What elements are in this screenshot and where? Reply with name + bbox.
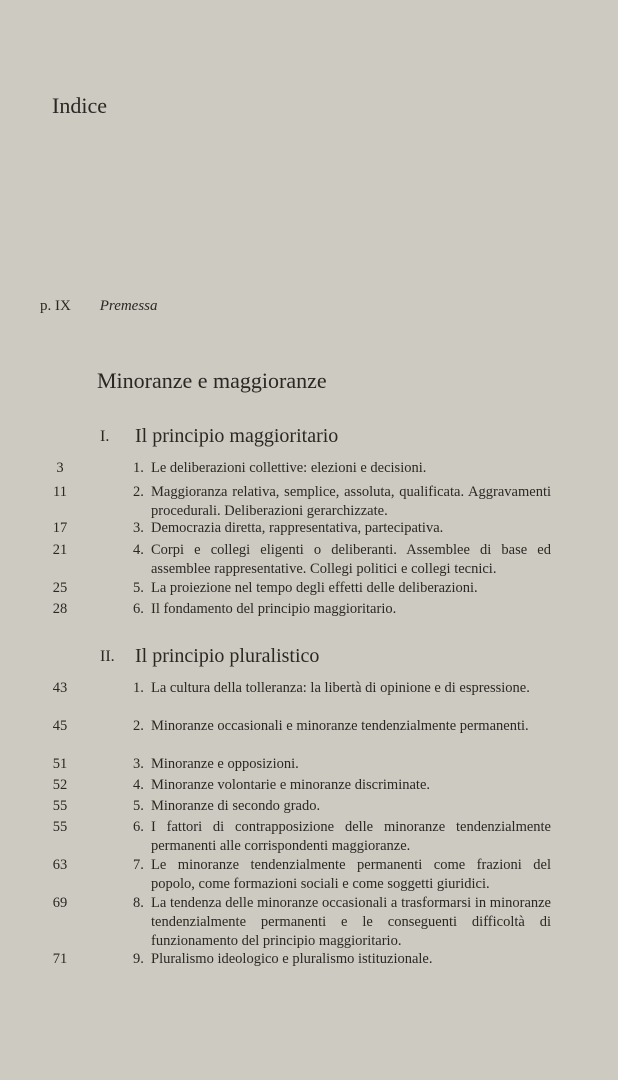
entry-page: 71 xyxy=(52,951,68,967)
chapter-number: I. xyxy=(100,428,110,445)
entry-text: Il fondamento del principio maggioritario. xyxy=(151,601,397,617)
entry-number: 6. xyxy=(133,819,144,835)
entry-number: 3. xyxy=(133,520,144,536)
entry-page: 45 xyxy=(52,718,68,734)
chapter-title[interactable]: Il principio maggioritario xyxy=(135,425,339,447)
entry-page: 55 xyxy=(52,819,68,835)
entry-page: 17 xyxy=(52,520,68,536)
entry-text: Minoranze di secondo grado. xyxy=(151,798,321,814)
entry-text: La proiezione nel tempo degli effetti delle deliberazioni. xyxy=(151,580,478,596)
part-title: Minoranze e maggioranze xyxy=(97,368,327,393)
entry-text: Maggioranza relativa, semplice, assoluta, qualificata. Aggravamenti procedurali. Deliberazioni gerarchizzate. xyxy=(151,484,551,519)
entry-text: Minoranze e opposizioni. xyxy=(151,756,299,772)
entry-text: Democrazia diretta, rappresentativa, partecipativa. xyxy=(151,520,444,536)
entry-number: 2. xyxy=(133,718,144,734)
entry-page: 11 xyxy=(53,484,67,500)
entry-page: 55 xyxy=(52,798,68,814)
entry-page: 3 xyxy=(56,460,64,476)
entry-page: 43 xyxy=(52,680,68,696)
entry-page: 51 xyxy=(52,756,68,772)
entry-text: Minoranze occasionali e minoranze tendenzialmente permanenti. xyxy=(151,718,529,734)
entry-page: 28 xyxy=(52,601,68,617)
premessa-entry[interactable] xyxy=(40,298,158,315)
entry-text: Pluralismo ideologico e pluralismo istituzionale. xyxy=(151,951,433,967)
entry-text: La tendenza delle minoranze occasionali a trasformarsi in minoranze tendenzialmente permanenti e le conseguenti difficoltà di funzionamento del principio maggioritario. xyxy=(151,895,551,949)
entry-page: 52 xyxy=(52,777,68,793)
premessa-title: Premessa xyxy=(99,298,158,314)
page-heading: Indice xyxy=(52,93,107,118)
entry-page: 63 xyxy=(52,857,68,873)
entry-number: 4. xyxy=(133,777,144,793)
chapter-title[interactable]: Il principio pluralistico xyxy=(135,645,320,667)
premessa-page: p. IX xyxy=(40,298,71,314)
entry-number: 6. xyxy=(133,601,144,617)
entry-page: 25 xyxy=(52,580,68,596)
entry-text: I fattori di contrapposizione delle minoranze tendenzialmente permanenti alle corrispondenti maggioranze. xyxy=(151,819,551,854)
entry-number: 8. xyxy=(133,895,144,911)
entry-page: 69 xyxy=(52,895,68,911)
chapter-number: II. xyxy=(100,648,115,665)
entry-text: Le minoranze tendenzialmente permanenti come frazioni del popolo, come formazioni sociali e come soggetti giuridici. xyxy=(151,857,551,892)
entry-number: 5. xyxy=(133,580,144,596)
entry-number: 2. xyxy=(133,484,144,500)
entry-number: 1. xyxy=(133,680,144,696)
entry-number: 7. xyxy=(133,857,144,873)
entry-text: La cultura della tolleranza: la libertà di opinione e di espressione. xyxy=(151,680,530,696)
entry-text: Minoranze volontarie e minoranze discriminate. xyxy=(151,777,431,793)
entry-text: Corpi e collegi eligenti o deliberanti. Assemblee di base ed assemblee rappresentative. Collegi politici e collegi tecnici. xyxy=(151,542,551,577)
entry-text: Le deliberazioni collettive: elezioni e decisioni. xyxy=(151,460,427,476)
entry-number: 4. xyxy=(133,542,144,558)
entry-number: 9. xyxy=(133,951,144,967)
entry-number: 5. xyxy=(133,798,144,814)
entry-number: 1. xyxy=(133,460,144,476)
entry-number: 3. xyxy=(133,756,144,772)
entry-page: 21 xyxy=(52,542,68,558)
